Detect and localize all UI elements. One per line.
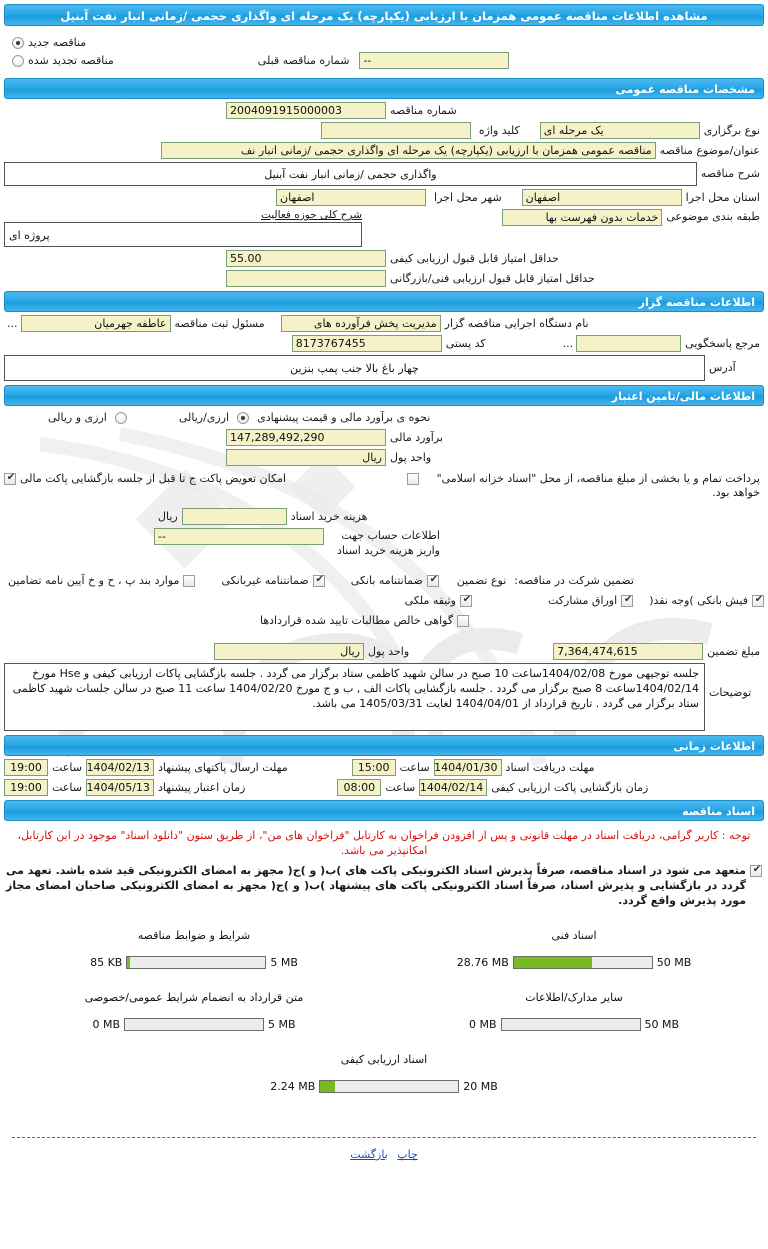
document-used-size: 0 MB xyxy=(92,1018,120,1031)
timing-row-2-left-time[interactable]: 19:00 xyxy=(4,779,48,796)
guarantee-notes-row xyxy=(4,663,764,731)
treasury-note-checkbox[interactable] xyxy=(407,473,419,485)
min-tech-score-label: حداقل امتیاز قابل قبول ارزیابی فنی/بازرگانی xyxy=(390,272,595,285)
estimate-row xyxy=(4,429,764,446)
document-title: اسناد ارزیابی کیفی xyxy=(340,1053,428,1066)
subject-label: عنوان/موضوع مناقصه xyxy=(659,144,760,157)
guarantee-options-row-2 xyxy=(4,592,764,609)
guarantee-currency-label: واحد پول xyxy=(367,645,410,658)
documents-pledge-row xyxy=(4,860,764,911)
guarantee-notes-textarea[interactable]: جلسه توجیهی مورخ 1404/02/08ساعت 10 صبح در سالن شهید کاظمی ستاد برگزار می گردد . جلسه بازگشایی پاکات ارزیابی کیفی و Hse مورخ 1404/02/14ساعت 8 صبح برگزار می گردد . جلسه بازگشایی پاکات الف , ب و ج مورخ 1404/02/20 ساعت 11 صبح در سالن جلسات شهید کاظمی ستاد برگزار می گردد . تاریخ قرارداد از 1404/04/01 لغایت 1405/03/31 می باشد. xyxy=(4,663,705,731)
previous-tender-number-label: شماره مناقصه قبلی xyxy=(257,54,350,67)
document-title: اسناد فنی xyxy=(551,929,597,942)
treasury-note-label: پرداخت تمام و یا بخشی از مبلغ مناقصه، از محل "اسناد خزانه اسلامی" خواهد بود. xyxy=(436,472,760,499)
back-link[interactable]: بازگشت xyxy=(350,1148,388,1161)
description-label: شرح مناقصه xyxy=(700,167,760,180)
guarantee-amount-label: مبلغ تضمین xyxy=(707,645,760,658)
deposit-account-label: اطلاعات حساب جهت واریز هزینه خرید اسناد xyxy=(337,529,440,557)
guarantee-option-0-label: ضمانتنامه بانکی xyxy=(350,574,423,587)
guarantee-option-4-label: اوراق مشارکت xyxy=(548,594,618,607)
tender-type-new-radio[interactable] xyxy=(12,37,24,49)
doc-purchase-cost-row xyxy=(4,508,764,525)
document-max-size: 50 MB xyxy=(656,956,692,969)
contact-label: مرجع پاسخگویی xyxy=(685,337,760,350)
guarantee-participation-label: تضمین شرکت در مناقصه: xyxy=(514,574,634,587)
min-tech-score-input[interactable] xyxy=(226,270,386,287)
document-progress-track xyxy=(513,956,653,969)
timing-row-1-left-hour-label: ساعت xyxy=(52,761,82,774)
section-timing-title: اطلاعات زمانی xyxy=(4,735,764,756)
document-used-size: 85 KB xyxy=(90,956,123,969)
timing-row-1-left-label: مهلت ارسال پاکتهای پیشنهاد xyxy=(157,761,288,774)
executive-org-more-button[interactable]: ... xyxy=(7,317,18,330)
description-row xyxy=(4,162,764,186)
option-rial-radio[interactable] xyxy=(237,412,249,424)
document-progress-track xyxy=(126,956,266,969)
contact-input[interactable] xyxy=(576,335,681,352)
timing-row-2 xyxy=(4,779,764,796)
guarantee-option-5-label: وثیقه ملکی xyxy=(404,594,456,607)
estimate-input[interactable]: 147,289,492,290 xyxy=(226,429,386,446)
guarantee-option-6-label: گواهی خالص مطالبات تایید شده قراردادها xyxy=(260,614,454,627)
min-tech-score-row xyxy=(4,270,764,287)
document-meter xyxy=(384,956,764,969)
footer-links xyxy=(4,1148,764,1169)
holding-type-row xyxy=(4,122,764,139)
activity-scope-label: شرح کلی حوزه فعالیت xyxy=(260,209,362,221)
document-title: سایر مدارک/اطلاعات xyxy=(525,991,623,1004)
tender-type-new-row xyxy=(4,36,764,49)
contact-more-button[interactable]: ... xyxy=(562,337,574,350)
guarantee-options-row-3 xyxy=(4,612,764,629)
document-progress-fill xyxy=(320,1081,335,1092)
guarantee-option-0-checkbox[interactable] xyxy=(427,575,439,587)
document-item xyxy=(4,929,384,969)
deposit-account-input[interactable]: -- xyxy=(154,528,324,545)
document-progress-track xyxy=(124,1018,264,1031)
timing-row-2-left-label: زمان اعتبار پیشنهاد xyxy=(157,781,246,794)
province-city-row xyxy=(4,189,764,206)
document-meter xyxy=(4,1018,384,1031)
doc-purchase-cost-label: هزینه خرید اسناد xyxy=(290,510,368,523)
documents-notice: توجه : کاربر گرامی، دریافت اسناد در مهلت قانونی و پس از افزودن فراخوان به کارتابل "فراخوان های من"، از طریق ستون "دانلود اسناد" موجود در این کارتابل، امکانپذیر می باشد. xyxy=(17,829,751,857)
treasury-note-row xyxy=(4,472,764,500)
timing-row-2-left-hour-label: ساعت xyxy=(52,781,82,794)
guarantee-option-5-checkbox[interactable] xyxy=(460,595,472,607)
timing-row-2-right-label: زمان بازگشایی پاکت ارزیابی کیفی xyxy=(491,781,649,794)
timing-row-2-right-date[interactable]: 1404/02/14 xyxy=(419,779,487,796)
option-rial-currency-radio[interactable] xyxy=(115,412,127,424)
tender-type-renewed-radio[interactable] xyxy=(12,55,24,67)
tender-type-renewed-row xyxy=(4,52,764,69)
guarantee-option-2-label: موارد بند پ ، ح و خ آیین نامه تضامین xyxy=(8,574,180,587)
guarantee-notes-label: توضیحات xyxy=(709,686,752,699)
tender-type-new-label: مناقصه جدید xyxy=(28,36,87,49)
document-title: متن قرارداد به انضمام شرایط عمومی/خصوصی xyxy=(84,991,304,1004)
guarantee-block xyxy=(4,572,764,731)
document-meter xyxy=(4,1080,764,1093)
subject-input[interactable]: مناقصه عمومی همزمان با ارزیابی (یکپارچه) یک مرحله ای واگذاری حجمی /زمانی انبار نف xyxy=(161,142,656,159)
holding-type-input[interactable]: یک مرحله ای xyxy=(540,122,700,139)
timing-row-1-right-date[interactable]: 1404/01/30 xyxy=(434,759,502,776)
address-label: آدرس xyxy=(709,361,736,374)
description-input[interactable]: واگذاری حجمی /زمانی انبار نفت آبنیل xyxy=(4,162,697,186)
tender-number-label: شماره مناقصه xyxy=(390,104,457,117)
city-label: شهر محل اجرا xyxy=(434,191,502,204)
previous-tender-number-input[interactable]: -- xyxy=(359,52,509,69)
document-max-size: 20 MB xyxy=(463,1080,498,1093)
address-input[interactable]: چهار باغ بالا جنب پمپ بنزین xyxy=(4,355,705,381)
tender-type-group xyxy=(4,29,764,74)
doc-purchase-cost-currency: ریال xyxy=(158,510,178,523)
section-documents-title: اسناد مناقصه xyxy=(4,800,764,821)
estimate-label: برآورد مالی xyxy=(390,431,443,444)
document-title: شرایط و ضوابط مناقصه xyxy=(137,929,251,942)
executive-org-label: نام دستگاه اجرایی مناقصه گزار xyxy=(444,317,589,330)
registrar-input[interactable]: عاطفه جهرمیان xyxy=(21,315,171,332)
envelope-swap-label: امکان تعویض پاکت ج تا قبل از جلسه بازگشایی پاکت مالی xyxy=(20,472,286,485)
executive-org-row xyxy=(4,315,764,332)
min-quality-score-input[interactable]: 55.00 xyxy=(226,250,386,267)
document-used-size: 0 MB xyxy=(468,1018,497,1031)
guarantee-amount-input[interactable]: 7,364,474,615 xyxy=(553,643,703,660)
guarantee-option-1-label: ضمانتنامه غیربانکی xyxy=(221,574,309,587)
holding-type-label: نوع برگزاری xyxy=(703,124,760,137)
timing-row-1-right-hour-label: ساعت xyxy=(399,761,430,774)
document-item xyxy=(384,929,764,969)
currency-input[interactable]: ریال xyxy=(226,449,386,466)
guarantee-options-row-1 xyxy=(4,572,764,589)
document-max-size: 50 MB xyxy=(644,1018,680,1031)
registrar-label: مسئول ثبت مناقصه xyxy=(174,317,265,330)
activity-scope-input[interactable]: پروژه ای xyxy=(4,222,362,247)
city-input[interactable]: اصفهان xyxy=(276,189,426,206)
guarantee-option-3-label: فیش بانکی )وجه نقد( xyxy=(649,594,748,607)
currency-row xyxy=(4,449,764,466)
guarantee-type-label: نوع تضمین xyxy=(456,574,507,587)
footer-divider xyxy=(12,1137,756,1138)
document-progress-track xyxy=(319,1080,459,1093)
document-progress-track xyxy=(501,1018,641,1031)
estimation-method-row xyxy=(4,409,764,426)
document-progress-fill xyxy=(514,957,593,968)
envelope-swap-checkbox[interactable] xyxy=(4,473,16,485)
documents-meters-grid xyxy=(4,929,764,1115)
timing-row-1-left-date[interactable]: 1404/02/13 xyxy=(86,759,154,776)
category-label: طبقه بندی موضوعی xyxy=(666,210,760,223)
timing-row-2-left-date[interactable]: 1404/05/13 xyxy=(86,779,154,796)
tender-number-input[interactable]: 2004091915000003 xyxy=(226,102,386,119)
print-link[interactable]: چاپ xyxy=(397,1148,418,1161)
guarantee-option-4-checkbox[interactable] xyxy=(621,595,633,607)
timing-row-1-right-label: مهلت دریافت اسناد xyxy=(505,761,595,774)
tender-page xyxy=(0,4,768,1169)
tender-type-renewed-label: مناقصه تجدید شده xyxy=(28,54,114,67)
guarantee-currency-input[interactable]: ریال xyxy=(214,643,364,660)
document-item xyxy=(4,991,384,1031)
option-rial-currency-label: ارزی و ریالی xyxy=(48,411,107,424)
documents-pledge-text: متعهد می شود در اسناد مناقصه، صرفاً پذیرش اسناد الکترونیکی پاکت های )ب( و )ج( مجهز به امضای الکترونیکی قید شده باشد. تعهد می گردد در بازگشایی و پذیرش اسناد، صرفاً اسناد الکترونیکی پاکت های پیشنهاد )ب( و )ج( مجهز به امضای الکترونیکی صاحبان امضای مجاز مورد پذیرش واقع گردد. xyxy=(6,864,746,907)
category-scope-row xyxy=(4,209,764,247)
category-input[interactable]: خدمات بدون فهرست بها xyxy=(502,209,662,226)
guarantee-option-1-checkbox[interactable] xyxy=(313,575,325,587)
document-used-size: 28.76 MB xyxy=(456,956,509,969)
keyword-input[interactable] xyxy=(321,122,471,139)
currency-label: واحد پول xyxy=(390,451,432,464)
document-max-size: 5 MB xyxy=(270,956,298,969)
document-used-size: 2.24 MB xyxy=(270,1080,316,1093)
postal-code-label: کد پستی xyxy=(445,337,486,350)
deposit-account-row xyxy=(4,528,764,558)
section-finance-title: اطلاعات مالی/تامین اعتبار xyxy=(4,385,764,406)
address-row xyxy=(4,355,764,381)
document-item xyxy=(384,991,764,1031)
guarantee-option-2-checkbox[interactable] xyxy=(183,575,195,587)
option-rial-label: ارزی/ریالی xyxy=(178,411,230,424)
keyword-label: کلید واژه xyxy=(478,124,520,137)
min-quality-score-row xyxy=(4,250,764,267)
document-meter xyxy=(384,1018,764,1031)
document-item xyxy=(4,1053,764,1093)
province-label: استان محل اجرا xyxy=(685,191,760,204)
document-max-size: 5 MB xyxy=(268,1018,296,1031)
guarantee-option-3-checkbox[interactable] xyxy=(752,595,764,607)
province-input[interactable]: اصفهان xyxy=(522,189,682,206)
postal-code-input[interactable]: 8173767455 xyxy=(292,335,442,352)
min-quality-score-label: حداقل امتیاز قابل قبول ارزیابی کیفی xyxy=(390,252,559,265)
tender-number-row xyxy=(4,102,764,119)
subject-row xyxy=(4,142,764,159)
timing-row-1-right-time[interactable]: 15:00 xyxy=(352,759,396,776)
guarantee-option-6-checkbox[interactable] xyxy=(457,615,469,627)
document-meter xyxy=(4,956,384,969)
timing-row-1-left-time[interactable]: 19:00 xyxy=(4,759,48,776)
contact-postal-row xyxy=(4,335,764,352)
documents-pledge-checkbox[interactable] xyxy=(750,865,762,877)
timing-row-2-right-time[interactable]: 08:00 xyxy=(337,779,381,796)
timing-row-1 xyxy=(4,759,764,776)
section-general-title: مشخصات مناقصه عمومی xyxy=(4,78,764,99)
executive-org-input[interactable]: مدیریت پخش فرآورده های xyxy=(281,315,441,332)
guarantee-amount-row xyxy=(4,643,764,660)
page-title: مشاهده اطلاعات مناقصه عمومی همزمان با ارزیابی (یکپارچه) یک مرحله ای واگذاری حجمی /زمانی انبار نفت آبنیل xyxy=(4,4,764,26)
timing-row-2-right-hour-label: ساعت xyxy=(385,781,416,794)
estimation-method-label: نحوه ی برآورد مالی و قیمت پیشنهادی xyxy=(257,411,431,424)
section-organizer-title: اطلاعات مناقصه گزار xyxy=(4,291,764,312)
doc-purchase-cost-input[interactable] xyxy=(182,508,287,525)
document-progress-fill xyxy=(127,957,130,968)
